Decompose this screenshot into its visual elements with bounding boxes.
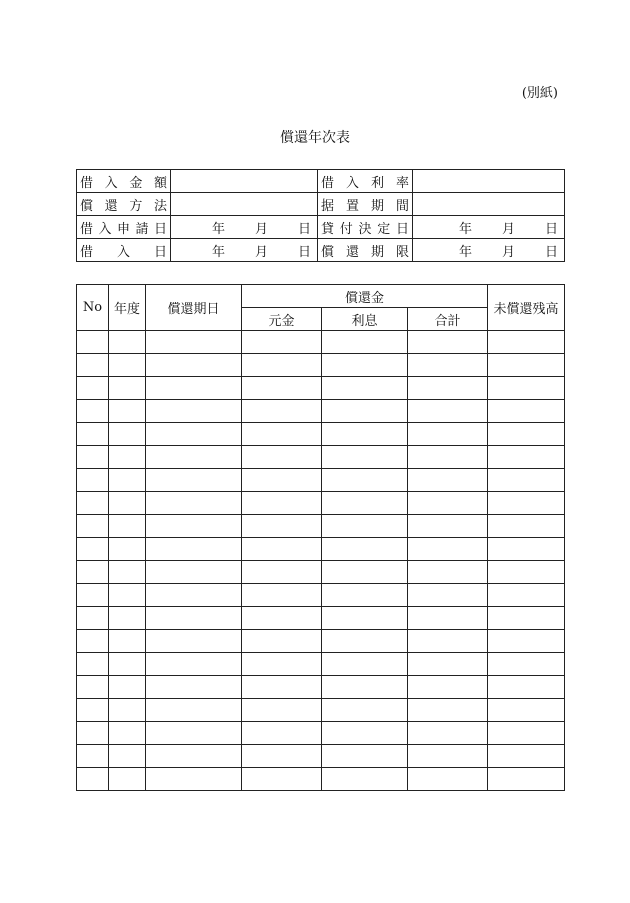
month-label: 月: [254, 244, 268, 260]
label-char: 借: [321, 175, 335, 191]
table-cell[interactable]: [109, 331, 146, 354]
table-cell[interactable]: [322, 469, 408, 492]
day-label: 日: [297, 244, 311, 260]
table-cell[interactable]: [146, 515, 242, 538]
decision-date-value[interactable]: [413, 216, 565, 239]
table-cell[interactable]: [488, 768, 565, 791]
table-cell[interactable]: [408, 492, 488, 515]
table-cell[interactable]: [77, 607, 109, 630]
day-label: 日: [544, 221, 558, 237]
repayment-method-value[interactable]: [171, 193, 318, 216]
col-outstanding-header: 未償還残高: [488, 285, 565, 331]
table-cell[interactable]: [146, 607, 242, 630]
table-cell[interactable]: [146, 423, 242, 446]
table-cell[interactable]: [488, 745, 565, 768]
label-text: [321, 172, 409, 191]
table-cell[interactable]: [488, 423, 565, 446]
label-char: 日: [153, 244, 167, 260]
table-row: [77, 630, 565, 653]
table-cell[interactable]: [146, 745, 242, 768]
table-cell[interactable]: [322, 538, 408, 561]
table-cell[interactable]: [488, 607, 565, 630]
table-cell[interactable]: [109, 492, 146, 515]
year-label: 年: [458, 221, 472, 237]
label-text: [80, 172, 167, 191]
table-cell[interactable]: [109, 584, 146, 607]
table-cell[interactable]: [242, 722, 322, 745]
table-cell[interactable]: [408, 722, 488, 745]
label-char: 入: [98, 221, 112, 237]
table-cell[interactable]: [242, 446, 322, 469]
table-row: [77, 354, 565, 377]
table-cell[interactable]: [77, 492, 109, 515]
table-row: [77, 722, 565, 745]
label-char: 定: [377, 221, 391, 237]
table-cell[interactable]: [322, 492, 408, 515]
table-cell[interactable]: [322, 768, 408, 791]
table-cell[interactable]: [109, 469, 146, 492]
table-row: [77, 699, 565, 722]
year-label: 年: [458, 244, 472, 260]
table-row: [77, 423, 565, 446]
table-cell[interactable]: [242, 400, 322, 423]
application-date-label: [77, 216, 171, 239]
table-cell[interactable]: [322, 584, 408, 607]
table-cell[interactable]: [488, 561, 565, 584]
table-cell[interactable]: [488, 584, 565, 607]
label-char: 決: [358, 221, 372, 237]
table-cell[interactable]: [146, 446, 242, 469]
table-cell[interactable]: [408, 584, 488, 607]
table-cell[interactable]: [77, 377, 109, 400]
table-cell[interactable]: [322, 561, 408, 584]
col-interest-header: 利息: [322, 308, 408, 331]
table-cell[interactable]: [408, 515, 488, 538]
label-char: 付: [339, 221, 353, 237]
table-cell[interactable]: [322, 354, 408, 377]
label-char: 方: [129, 198, 143, 214]
table-cell[interactable]: [488, 515, 565, 538]
table-cell[interactable]: [488, 538, 565, 561]
table-cell[interactable]: [242, 745, 322, 768]
table-cell[interactable]: [146, 400, 242, 423]
label-char: 置: [345, 198, 359, 214]
table-cell[interactable]: [322, 745, 408, 768]
table-cell[interactable]: [77, 745, 109, 768]
table-cell[interactable]: [488, 400, 565, 423]
table-cell[interactable]: [408, 446, 488, 469]
label-char: 利: [370, 175, 384, 191]
table-cell[interactable]: [77, 354, 109, 377]
table-cell[interactable]: [109, 676, 146, 699]
table-cell[interactable]: [109, 446, 146, 469]
col-repayment-date-header: 償還期日: [146, 285, 242, 331]
table-cell[interactable]: [242, 561, 322, 584]
repayment-method-label: [77, 193, 171, 216]
table-cell[interactable]: [242, 331, 322, 354]
table-cell[interactable]: [322, 653, 408, 676]
col-no-header: No: [77, 285, 109, 331]
loan-amount-label: [77, 170, 171, 193]
table-cell[interactable]: [322, 446, 408, 469]
table-cell[interactable]: [242, 584, 322, 607]
col-principal-header: 元金: [242, 308, 322, 331]
month-label: 月: [501, 244, 515, 260]
table-cell[interactable]: [77, 653, 109, 676]
table-cell[interactable]: [488, 676, 565, 699]
table-row: [77, 584, 565, 607]
label-char: 入: [104, 175, 118, 191]
repayment-deadline-label: [318, 239, 413, 262]
table-cell[interactable]: [242, 492, 322, 515]
table-cell[interactable]: [77, 446, 109, 469]
label-char: 借: [80, 244, 94, 260]
label-char: 額: [153, 175, 167, 191]
decision-date-label: [318, 216, 413, 239]
table-row: [77, 377, 565, 400]
grace-period-label: [318, 193, 413, 216]
table-cell[interactable]: [322, 515, 408, 538]
col-fiscal-year-header: 年度: [109, 285, 146, 331]
label-char: 法: [153, 198, 167, 214]
info-row: [77, 193, 565, 216]
table-cell[interactable]: [488, 354, 565, 377]
label-char: 申: [116, 221, 130, 237]
day-label: 日: [297, 221, 311, 237]
table-cell[interactable]: [322, 423, 408, 446]
table-row: [77, 768, 565, 791]
table-cell[interactable]: [77, 561, 109, 584]
table-cell[interactable]: [408, 400, 488, 423]
repayment-schedule-table: [76, 284, 565, 791]
table-cell[interactable]: [109, 722, 146, 745]
table-cell[interactable]: [408, 630, 488, 653]
table-cell[interactable]: [408, 653, 488, 676]
table-cell[interactable]: [242, 423, 322, 446]
month-label: 月: [501, 221, 515, 237]
annex-label: (別紙): [521, 86, 558, 101]
table-cell[interactable]: [146, 699, 242, 722]
table-row: [77, 446, 565, 469]
info-row: [77, 170, 565, 193]
label-char: 貸: [321, 221, 335, 237]
table-cell[interactable]: [109, 607, 146, 630]
table-cell[interactable]: [488, 492, 565, 515]
table-cell[interactable]: [109, 699, 146, 722]
col-total-header: 合計: [408, 308, 488, 331]
table-cell[interactable]: [488, 699, 565, 722]
info-row: [77, 239, 565, 262]
borrowing-date-label: [77, 239, 171, 262]
label-text: [80, 241, 167, 260]
year-label: 年: [211, 244, 225, 260]
label-text: [80, 195, 167, 214]
table-row: [77, 331, 565, 354]
table-cell[interactable]: [109, 653, 146, 676]
label-char: 還: [345, 244, 359, 260]
grace-period-value[interactable]: [413, 193, 565, 216]
table-row: [77, 400, 565, 423]
table-cell[interactable]: [488, 630, 565, 653]
table-cell[interactable]: [408, 538, 488, 561]
table-cell[interactable]: [242, 538, 322, 561]
label-char: 入: [116, 244, 130, 260]
table-cell[interactable]: [109, 768, 146, 791]
table-cell[interactable]: [488, 446, 565, 469]
table-cell[interactable]: [242, 469, 322, 492]
table-cell[interactable]: [109, 400, 146, 423]
table-row: [77, 607, 565, 630]
table-cell[interactable]: [146, 377, 242, 400]
table-cell[interactable]: [488, 722, 565, 745]
table-cell[interactable]: [109, 630, 146, 653]
label-char: 期: [370, 244, 384, 260]
table-cell[interactable]: [242, 653, 322, 676]
table-cell[interactable]: [242, 607, 322, 630]
table-cell[interactable]: [322, 331, 408, 354]
table-cell[interactable]: [146, 722, 242, 745]
table-cell[interactable]: [322, 722, 408, 745]
loan-amount-value[interactable]: [171, 170, 318, 193]
label-char: 率: [395, 175, 409, 191]
borrowing-date-value[interactable]: [171, 239, 318, 262]
table-cell[interactable]: [488, 377, 565, 400]
table-cell[interactable]: [322, 607, 408, 630]
page-title: 償還年次表: [280, 130, 350, 146]
table-cell[interactable]: [77, 469, 109, 492]
table-row: [77, 653, 565, 676]
label-text: [80, 218, 167, 237]
table-row: [77, 561, 565, 584]
label-text: [321, 241, 409, 260]
table-cell[interactable]: [146, 538, 242, 561]
table-cell[interactable]: [146, 492, 242, 515]
table-cell[interactable]: [146, 354, 242, 377]
table-cell[interactable]: [109, 515, 146, 538]
label-char: 日: [153, 221, 167, 237]
label-char: 据: [321, 198, 335, 214]
table-cell[interactable]: [109, 538, 146, 561]
table-cell[interactable]: [109, 377, 146, 400]
table-cell[interactable]: [77, 699, 109, 722]
table-row: [77, 469, 565, 492]
table-cell[interactable]: [242, 630, 322, 653]
table-cell[interactable]: [146, 331, 242, 354]
table-cell[interactable]: [408, 377, 488, 400]
table-cell[interactable]: [146, 768, 242, 791]
label-char: 日: [395, 221, 409, 237]
table-cell[interactable]: [146, 561, 242, 584]
table-row: [77, 492, 565, 515]
table-cell[interactable]: [77, 584, 109, 607]
label-text: [321, 195, 409, 214]
table-cell[interactable]: [77, 515, 109, 538]
table-cell[interactable]: [408, 423, 488, 446]
interest-rate-value[interactable]: [413, 170, 565, 193]
table-cell[interactable]: [77, 331, 109, 354]
application-date-value[interactable]: [171, 216, 318, 239]
label-char: 期: [370, 198, 384, 214]
label-char: 入: [345, 175, 359, 191]
label-char: 償: [321, 244, 335, 260]
table-cell[interactable]: [322, 630, 408, 653]
table-row: [77, 745, 565, 768]
table-cell[interactable]: [77, 630, 109, 653]
schedule-header-row: [77, 285, 565, 308]
label-char: 還: [104, 198, 118, 214]
table-cell[interactable]: [146, 584, 242, 607]
interest-rate-label: [318, 170, 413, 193]
table-cell[interactable]: [77, 400, 109, 423]
table-cell[interactable]: [146, 469, 242, 492]
table-cell[interactable]: [408, 354, 488, 377]
table-cell[interactable]: [77, 768, 109, 791]
table-cell[interactable]: [146, 653, 242, 676]
table-cell[interactable]: [77, 722, 109, 745]
col-repayment-amount-header: 償還金: [242, 285, 488, 308]
year-label: 年: [211, 221, 225, 237]
table-cell[interactable]: [408, 607, 488, 630]
table-cell[interactable]: [242, 768, 322, 791]
table-cell[interactable]: [322, 699, 408, 722]
table-cell[interactable]: [242, 354, 322, 377]
table-cell[interactable]: [109, 423, 146, 446]
table-cell[interactable]: [77, 423, 109, 446]
table-cell[interactable]: [109, 745, 146, 768]
table-cell[interactable]: [242, 515, 322, 538]
table-cell[interactable]: [109, 561, 146, 584]
table-cell[interactable]: [242, 676, 322, 699]
schedule-body: [77, 331, 565, 791]
table-cell[interactable]: [408, 676, 488, 699]
table-cell[interactable]: [408, 745, 488, 768]
table-row: [77, 676, 565, 699]
label-char: 限: [395, 244, 409, 260]
table-cell[interactable]: [322, 400, 408, 423]
table-cell[interactable]: [408, 699, 488, 722]
day-label: 日: [544, 244, 558, 260]
label-char: 借: [80, 221, 94, 237]
table-cell[interactable]: [146, 676, 242, 699]
table-cell[interactable]: [488, 469, 565, 492]
table-cell[interactable]: [77, 538, 109, 561]
month-label: 月: [254, 221, 268, 237]
table-cell[interactable]: [408, 469, 488, 492]
repayment-deadline-value[interactable]: [413, 239, 565, 262]
table-cell[interactable]: [322, 377, 408, 400]
table-cell[interactable]: [408, 331, 488, 354]
loan-info-table: [76, 169, 565, 262]
label-char: 間: [395, 198, 409, 214]
label-char: 償: [80, 198, 94, 214]
table-row: [77, 515, 565, 538]
table-cell[interactable]: [322, 676, 408, 699]
table-cell[interactable]: [77, 676, 109, 699]
table-cell[interactable]: [488, 653, 565, 676]
table-cell[interactable]: [146, 630, 242, 653]
table-cell[interactable]: [109, 354, 146, 377]
label-char: 借: [80, 175, 94, 191]
label-char: 金: [129, 175, 143, 191]
table-cell[interactable]: [488, 331, 565, 354]
label-text: [321, 218, 409, 237]
info-row: [77, 216, 565, 239]
table-row: [77, 538, 565, 561]
table-cell[interactable]: [408, 768, 488, 791]
table-cell[interactable]: [408, 561, 488, 584]
label-char: 請: [135, 221, 149, 237]
table-cell[interactable]: [242, 699, 322, 722]
table-cell[interactable]: [242, 377, 322, 400]
